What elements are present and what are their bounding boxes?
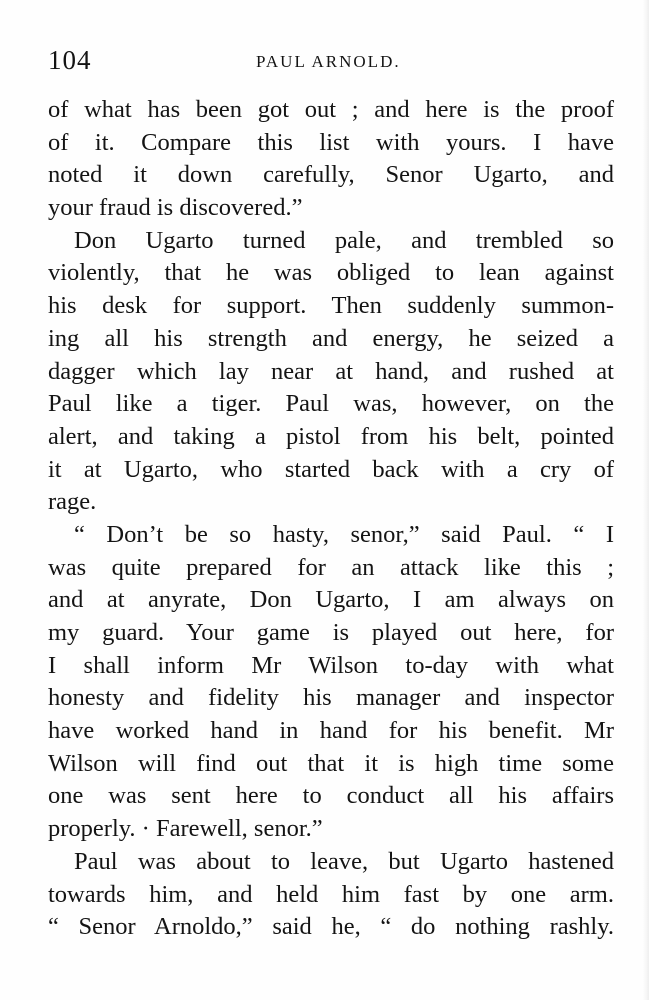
text-line: Paul like a tiger. Paul was, however, on the (48, 390, 614, 418)
running-head: PAUL ARNOLD. (256, 52, 401, 71)
text-line: your fraud is discovered.” (48, 194, 303, 222)
text-line: I shall inform Mr Wilson to-day with what (48, 651, 614, 679)
body-text (48, 94, 614, 944)
text-line: of what has been got out ; and here is the proof (48, 96, 614, 123)
page-number: 104 (48, 45, 92, 75)
text-line: alert, and taking a pistol from his belt, pointed (48, 422, 614, 450)
text-line: towards him, and held him fast by one arm. (48, 880, 614, 908)
text-line: ing all his strength and energy, he seized a (48, 324, 614, 352)
text-line: properly. · Farewell, senor.” (48, 815, 323, 843)
text-line: my guard. Your game is played out here, for (48, 619, 614, 646)
text-line: Don Ugarto turned pale, and trembled so (74, 226, 614, 254)
text-line: honesty and fidelity his manager and inspector (48, 684, 614, 712)
text-line: Wilson will find out that it is high time some (48, 749, 614, 777)
text-line: it at Ugarto, who started back with a cry of (48, 455, 614, 483)
page-header (48, 42, 618, 78)
text-line: violently, that he was obliged to lean against (48, 259, 614, 287)
text-line: “ Don’t be so hasty, senor,” said Paul. “ I (74, 520, 614, 548)
text-line: rage. (48, 488, 97, 516)
page-edge-shadow (643, 0, 649, 1000)
text-line: one was sent here to conduct all his affairs (48, 782, 614, 810)
text-line: was quite prepared for an attack like this ; (48, 553, 614, 581)
text-line: noted it down carefully, Senor Ugarto, and (48, 161, 614, 189)
text-line: and at anyrate, Don Ugarto, I am always on (48, 586, 614, 614)
text-line: have worked hand in hand for his benefit. Mr (48, 717, 614, 745)
text-line: Paul was about to leave, but Ugarto hastened (74, 847, 614, 875)
text-line: dagger which lay near at hand, and rushed at (48, 357, 614, 385)
text-line: “ Senor Arnoldo,” said he, “ do nothing rashly. (48, 913, 614, 941)
text-line: his desk for support. Then suddenly summon- (48, 292, 614, 320)
text-line: of it. Compare this list with yours. I have (48, 128, 614, 156)
